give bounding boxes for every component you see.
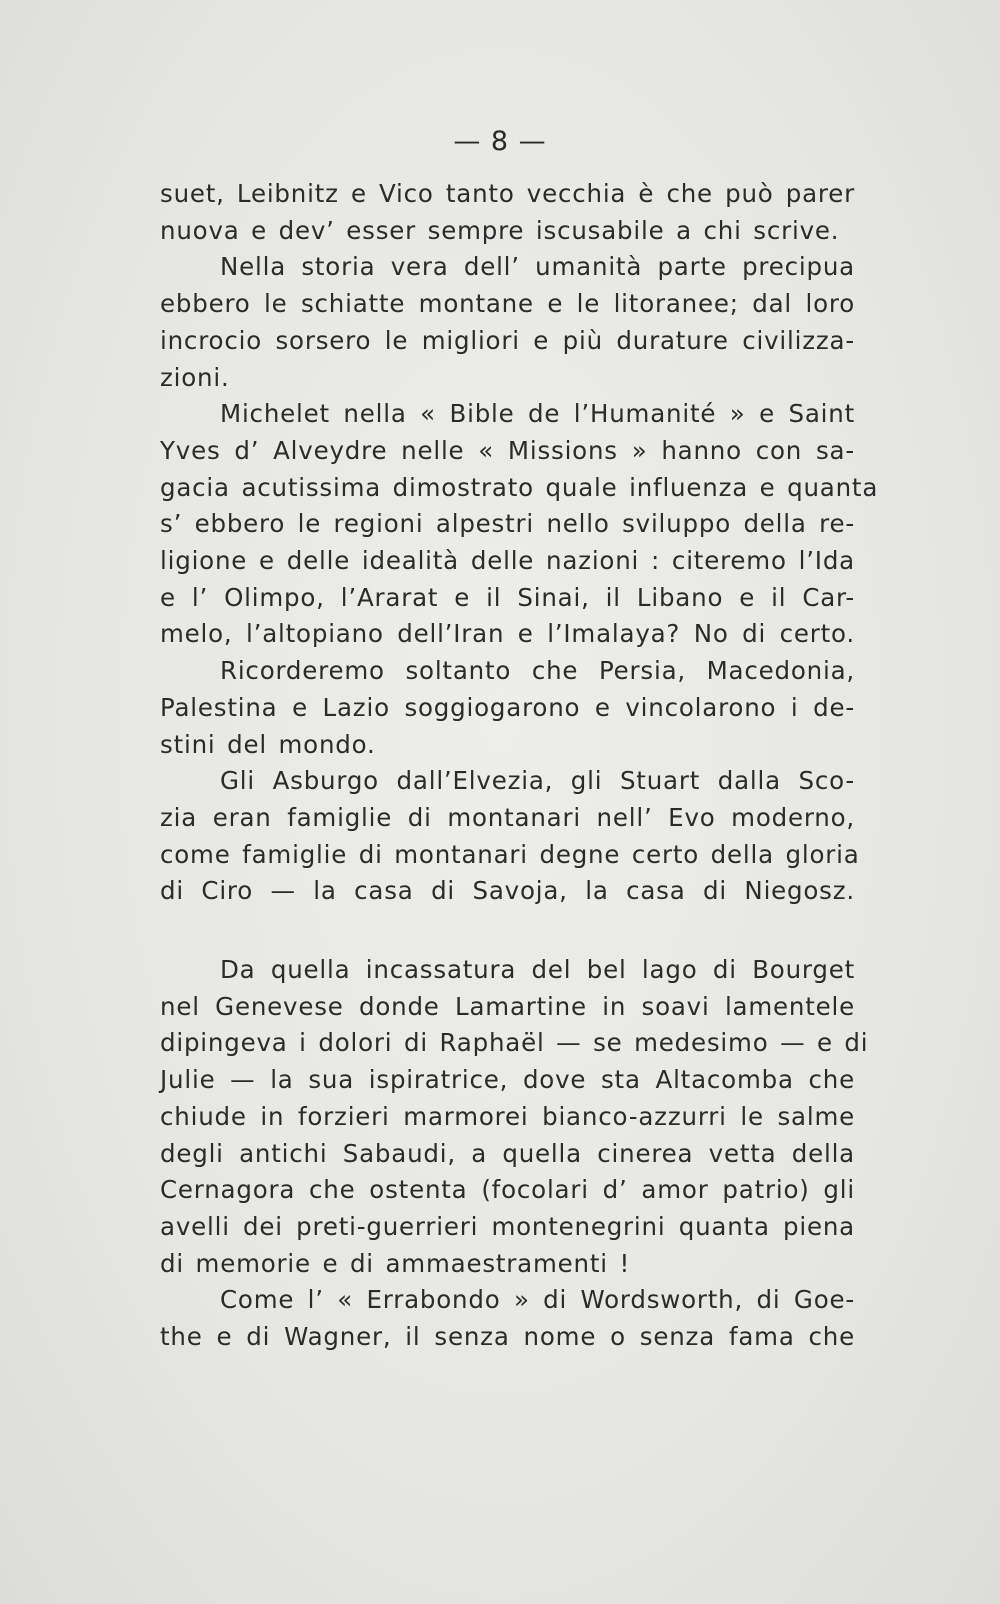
- text-line: chiude in forzieri marmorei bianco-azzurri le salme: [160, 1101, 855, 1131]
- text-line: Da quella incassatura del bel lago di Bourget: [220, 955, 855, 984]
- text-line: avelli dei preti-guerrieri montenegrini quanta piena: [160, 1211, 855, 1241]
- text-line: Michelet nella « Bible de l’Humanité » e Saint: [220, 399, 855, 429]
- text-line: ligione e delle idealità delle nazioni : citeremo l’Ida: [160, 546, 855, 576]
- text-line: Gli Asburgo dall’Elvezia, gli Stuart dalla Sco-: [220, 766, 855, 796]
- text-line: Come l’ « Errabondo » di Wordsworth, di Goe-: [220, 1285, 855, 1315]
- text-line: Yves d’ Alveydre nelle « Missions » hanno con sa-: [160, 435, 855, 465]
- text-line: the e di Wagner, il senza nome o senza fama che: [160, 1322, 855, 1352]
- text-line: Palestina e Lazio soggiogarono e vincolarono i de-: [160, 692, 855, 722]
- text-line: nuova e dev’ esser sempre iscusabile a chi scrive.: [160, 215, 840, 245]
- text-block-top: [160, 176, 879, 910]
- text-line: Julie — la sua ispiratrice, dove sta Altacomba che: [160, 1065, 855, 1095]
- text-block-bottom: [160, 952, 869, 1356]
- text-line: di Ciro — la casa di Savoja, la casa di Niegosz.: [160, 876, 855, 906]
- text-line: ebbero le schiatte montane e le litoranee; dal loro: [160, 289, 855, 319]
- text-line: melo, l’altopiano dell’Iran e l’Imalaya? No di certo.: [160, 619, 855, 649]
- text-line: nel Genevese donde Lamartine in soavi lamentele: [160, 991, 855, 1021]
- text-line: come famiglie di montanari degne certo della gloria: [160, 839, 860, 869]
- text-line: zioni.: [160, 362, 230, 392]
- page-number: — 8 —: [453, 126, 547, 157]
- text-line: degli antichi Sabaudi, a quella cinerea vetta della: [160, 1138, 855, 1168]
- text-line: dipingeva i dolori di Raphaël — se medesimo — e di: [160, 1028, 869, 1058]
- text-line: suet, Leibnitz e Vico tanto vecchia è che può parer: [160, 179, 855, 208]
- text-line: s’ ebbero le regioni alpestri nello sviluppo della re-: [160, 509, 855, 539]
- text-line: di memorie e di ammaestramenti !: [160, 1248, 631, 1278]
- text-line: gacia acutissima dimostrato quale influenza e quanta: [160, 472, 879, 502]
- text-line: Cernagora che ostenta (focolari d’ amor patrio) gli: [160, 1175, 855, 1205]
- text-line: e l’ Olimpo, l’Ararat e il Sinai, il Libano e il Car-: [160, 582, 855, 612]
- text-line: Ricorderemo soltanto che Persia, Macedonia,: [220, 656, 855, 686]
- text-line: Nella storia vera dell’ umanità parte precipua: [220, 252, 855, 282]
- text-line: zia eran famiglie di montanari nell’ Evo moderno,: [160, 802, 855, 832]
- text-line: incrocio sorsero le migliori e più durature civilizza-: [160, 325, 855, 355]
- text-line: stini del mondo.: [160, 729, 376, 759]
